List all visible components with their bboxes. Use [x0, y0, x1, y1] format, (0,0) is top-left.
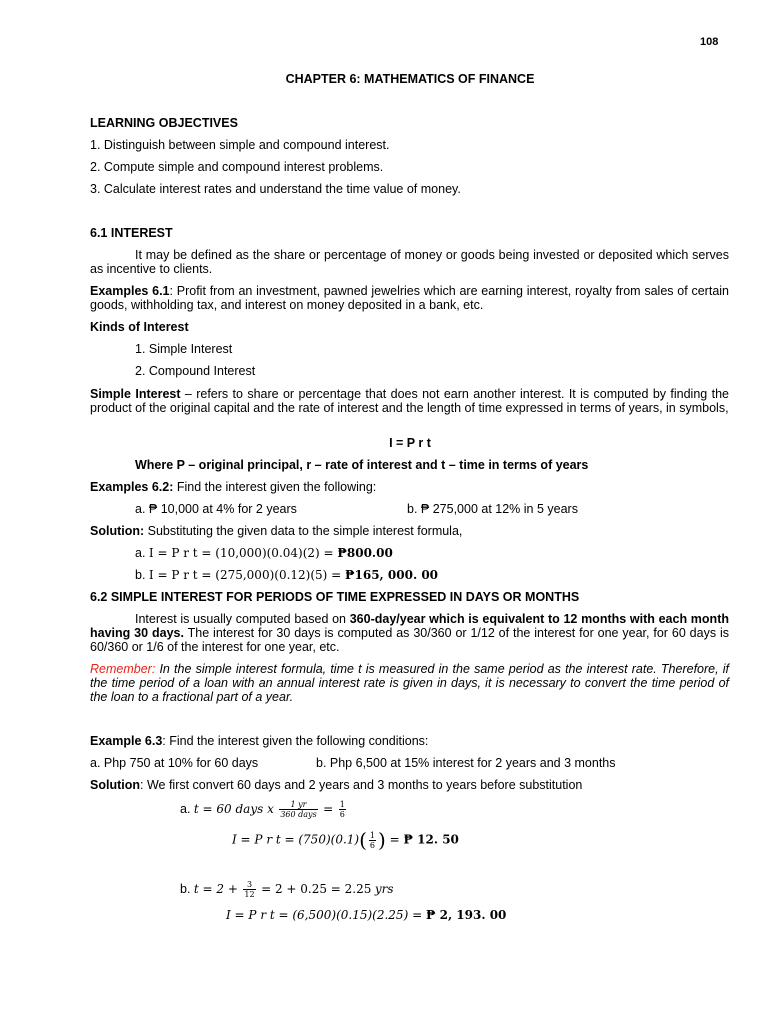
- solution-6-3-a-time: [180, 800, 348, 819]
- kind-item: 2. Compound Interest: [135, 364, 256, 378]
- section-6-2-paragraph: [90, 612, 729, 654]
- time-expression: t = 2 +: [193, 881, 238, 896]
- interest-expression: I = P r t = (6,500)(0.15)(2.25) =: [226, 908, 426, 922]
- simple-interest-text: – refers to share or percentage that does not earn another interest. It is computed by finding the product of the original capital and the rate of interest and the length of time expressed in terms of years, in symbols,: [90, 387, 729, 415]
- kind-item: 1. Simple Interest: [135, 342, 233, 356]
- examples-6-2-text: Find the interest given the following:: [173, 480, 377, 494]
- fraction-denominator: 12: [244, 890, 255, 899]
- item-label: b.: [180, 881, 194, 896]
- solution-a-equation: I = P r t = (10,000)(0.04)(2) =: [148, 546, 338, 560]
- remember-note: [90, 662, 729, 704]
- paren-open: (: [359, 828, 367, 852]
- paragraph-part-2: The interest for 30 days is computed as 30/360 or 1/12 of the interest for one year, for 60 days is 60/360 or 1/6 of the interest for one year, etc.: [90, 626, 729, 654]
- solution-6-3-text: : We first convert 60 days and 2 years and 3 months to years before substitution: [140, 778, 583, 792]
- solution-a: [135, 546, 393, 560]
- examples-6-1-text: : Profit from an investment, pawned jewelries which are earning interest, royalty from sales of certain goods, withholding tax, and interest on money deposited in a bank, etc.: [90, 284, 729, 312]
- chapter-title: CHAPTER 6: MATHEMATICS OF FINANCE: [285, 72, 535, 86]
- fraction: [243, 880, 255, 899]
- solution-b-prefix: b.: [135, 568, 149, 582]
- solution-6-3-b-interest: [226, 908, 506, 922]
- simple-interest-label: Simple Interest: [90, 387, 181, 401]
- paragraph-part-1: Interest is usually computed based on: [135, 612, 350, 626]
- formula-variables: Where P – original principal, r – rate of interest and t – time in terms of years: [135, 458, 589, 472]
- solution-6-3-b-time: [180, 880, 394, 899]
- fraction: [279, 800, 317, 819]
- objective-item: 2. Compute simple and compound interest problems.: [90, 160, 384, 174]
- interest-result: ₱ 2, 193. 00: [425, 908, 507, 922]
- solution-text: Substituting the given data to the simple interest formula,: [144, 524, 463, 538]
- example-6-2-b: b. ₱ 275,000 at 12% in 5 years: [407, 502, 578, 516]
- examples-6-2-label: Examples 6.2:: [90, 480, 174, 494]
- solution-6-3-a-interest: [232, 828, 459, 852]
- solution-6-3-label: Solution: [90, 778, 140, 792]
- examples-6-2: [90, 480, 376, 494]
- fraction-denominator: 6: [339, 810, 345, 819]
- fraction: [369, 831, 376, 850]
- kinds-heading: Kinds of Interest: [90, 320, 189, 334]
- item-label: a.: [180, 801, 194, 816]
- fraction-denominator: 360 days: [280, 810, 317, 819]
- time-expression: t = 60 days x: [193, 801, 274, 816]
- fraction: [339, 800, 346, 819]
- equals-sign: =: [385, 832, 404, 847]
- section-heading-6-2: 6.2 SIMPLE INTEREST FOR PERIODS OF TIME EXPRESSED IN DAYS OR MONTHS: [90, 590, 580, 604]
- examples-6-1-label: Examples 6.1: [90, 284, 170, 298]
- paragraph-bold: 360-day/year which is equivalent to 12 months with each month having 30 days.: [90, 612, 729, 640]
- fraction-numerator: 1: [369, 830, 375, 840]
- equals-sign: =: [323, 801, 334, 816]
- interest-definition: It may be defined as the share or percentage of money or goods being invested or deposited which serves as incentive to clients.: [90, 248, 729, 276]
- time-value: = 2 + 0.25 = 2.25: [261, 881, 372, 896]
- learning-objectives-heading: LEARNING OBJECTIVES: [90, 116, 238, 130]
- solution-b-equation: I = P r t = (275,000)(0.12)(5) =: [148, 568, 346, 582]
- time-unit: yrs: [374, 881, 394, 896]
- solution-a-result: ₱800.00: [337, 546, 393, 560]
- remember-text: In the simple interest formula, time t is measured in the same period as the interest rate. Therefore, if the time period of a loan with an annual interest rate is given in days, it is necessary to convert the time period of the loan to a fractional part of a year.: [90, 662, 729, 704]
- example-6-3-label: Example 6.3: [90, 734, 163, 748]
- solution-b: [135, 568, 438, 582]
- example-6-3-b: b. Php 6,500 at 15% interest for 2 years and 3 months: [316, 756, 616, 770]
- fraction-denominator: 6: [369, 840, 375, 850]
- simple-interest-formula: I = P r t: [389, 436, 431, 450]
- solution-label: Solution:: [90, 524, 145, 538]
- examples-6-1: [90, 284, 729, 312]
- section-heading-6-1: 6.1 INTEREST: [90, 226, 173, 240]
- page-number: 108: [700, 36, 719, 48]
- fraction-numerator: 1 yr: [279, 800, 317, 810]
- solution-b-result: ₱165, 000. 00: [345, 568, 439, 582]
- simple-interest-definition: [90, 387, 729, 415]
- example-6-3: [90, 734, 428, 748]
- example-6-2-a: a. ₱ 10,000 at 4% for 2 years: [135, 502, 297, 516]
- objective-item: 1. Distinguish between simple and compound interest.: [90, 138, 390, 152]
- example-6-3-text: : Find the interest given the following conditions:: [162, 734, 429, 748]
- remember-label: Remember:: [90, 662, 156, 676]
- solution-6-2: [90, 524, 462, 538]
- fraction-numerator: 3: [243, 880, 255, 890]
- interest-result: ₱ 12. 50: [403, 832, 459, 847]
- interest-expression: I = P r t = (750)(0.1): [232, 832, 360, 847]
- example-6-3-a: a. Php 750 at 10% for 60 days: [90, 756, 259, 770]
- paren-close: ): [378, 828, 386, 852]
- solution-a-prefix: a.: [135, 546, 149, 560]
- solution-6-3: [90, 778, 582, 792]
- objective-item: 3. Calculate interest rates and understand the time value of money.: [90, 182, 461, 196]
- fraction-numerator: 1: [339, 800, 345, 809]
